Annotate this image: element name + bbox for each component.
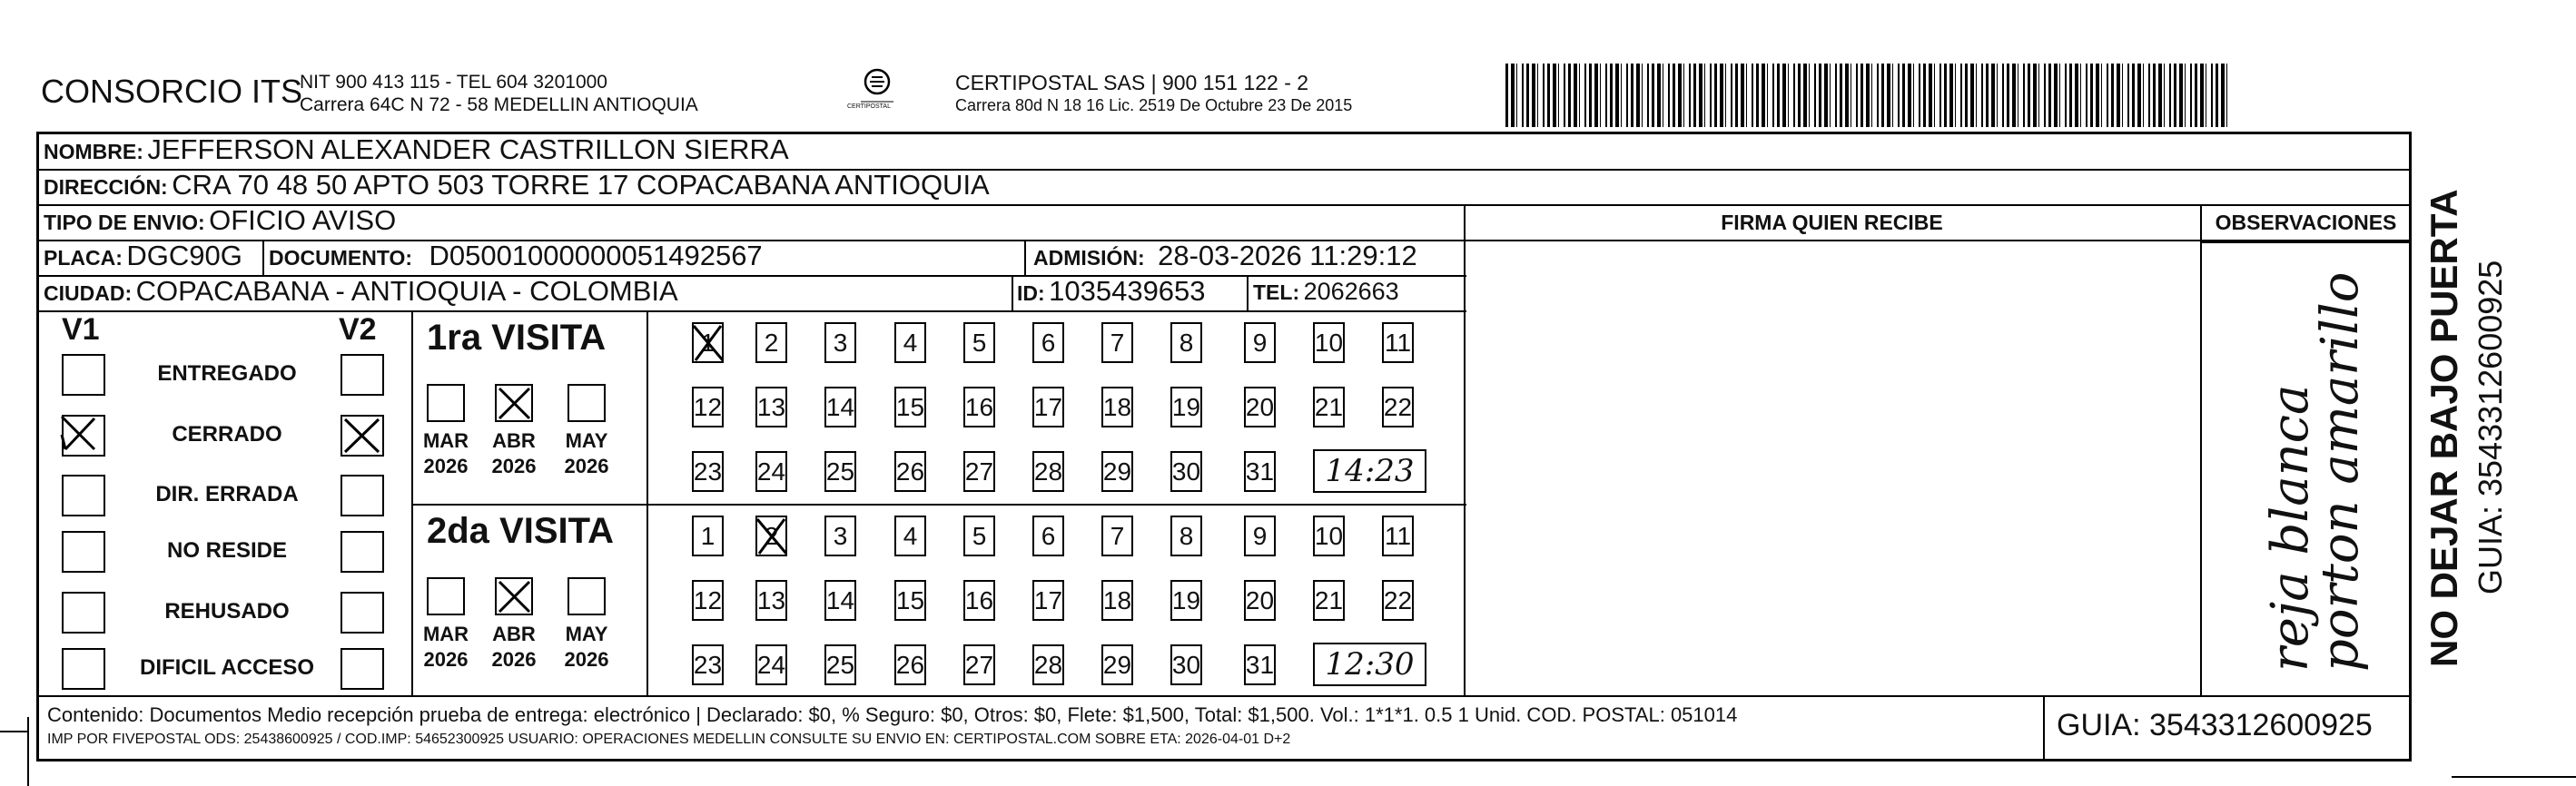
side-guia: GUIA: 3543312600925 — [2472, 260, 2509, 594]
day-number: 25 — [825, 457, 855, 486]
day-box[interactable] — [1170, 322, 1202, 363]
day-number: 26 — [895, 650, 925, 679]
documento-value: D05001000000051492567 — [429, 240, 763, 271]
status-label: DIR. ERRADA — [155, 482, 299, 506]
day-number: 9 — [1252, 521, 1268, 550]
month-checkbox[interactable] — [495, 577, 533, 615]
day-number: 8 — [1179, 521, 1194, 550]
admision-label: ADMISIÓN: — [1033, 246, 1145, 270]
day-number: 29 — [1102, 457, 1132, 486]
day-number: 28 — [1033, 457, 1063, 486]
day-number: 25 — [825, 650, 855, 679]
day-box[interactable] — [963, 580, 995, 621]
guia-footer: GUIA: 3543312600925 — [2057, 708, 2373, 742]
day-number: 21 — [1314, 585, 1344, 614]
imp-line: IMP POR FIVEPOSTAL ODS: 25438600925 / COD.IMP: 54652300925 USUARIO: OPERACIONES MEDELLIN CONSULTE SU ENVIO EN: CERTIPOSTAL.COM SOBRE ETA: 2026-04-01 D+2 — [47, 732, 1291, 747]
day-number: 6 — [1041, 521, 1056, 550]
day-number: 1 — [700, 328, 716, 357]
day-number: 23 — [693, 457, 723, 486]
day-box[interactable] — [755, 451, 787, 492]
day-number: 13 — [756, 585, 786, 614]
status-v1-checkbox[interactable] — [62, 354, 105, 396]
company-name: CONSORCIO ITS — [41, 73, 303, 110]
v1-label: V1 — [62, 312, 100, 347]
day-number: 4 — [903, 521, 918, 550]
day-box[interactable] — [1032, 387, 1064, 427]
month-label — [416, 428, 476, 479]
day-box[interactable] — [1244, 516, 1276, 556]
status-v2-checkbox[interactable] — [341, 592, 384, 634]
barcode — [1505, 64, 2232, 127]
visit-time-field[interactable]: 14:23 — [1313, 449, 1426, 493]
day-number: 20 — [1245, 392, 1275, 421]
day-number: 27 — [964, 650, 994, 679]
day-box[interactable] — [1170, 387, 1202, 427]
day-box[interactable] — [894, 451, 926, 492]
ciudad-row — [44, 275, 678, 308]
day-number: 16 — [964, 585, 994, 614]
day-number: 4 — [903, 328, 918, 357]
day-box[interactable] — [755, 516, 787, 556]
nombre-row — [44, 133, 789, 166]
placa-value: DGC90G — [126, 240, 242, 271]
nit-line: NIT 900 413 115 - TEL 604 3201000 — [300, 72, 607, 93]
firma-label: FIRMA QUIEN RECIBE — [1721, 211, 1943, 234]
month-label — [416, 622, 476, 673]
status-v2-checkbox[interactable] — [341, 354, 384, 396]
day-number: 21 — [1314, 392, 1344, 421]
day-box[interactable] — [1313, 387, 1345, 427]
month-name: ABR — [492, 623, 536, 645]
day-number: 6 — [1041, 328, 1056, 357]
day-number: 19 — [1171, 392, 1201, 421]
id-field — [1017, 275, 1206, 308]
placa-field — [44, 240, 242, 272]
day-number: 5 — [972, 521, 987, 550]
tipo-row — [44, 204, 396, 237]
tel-value: 2062663 — [1303, 278, 1399, 305]
day-box[interactable] — [894, 644, 926, 685]
day-box[interactable] — [894, 580, 926, 621]
day-box[interactable] — [1101, 322, 1133, 363]
month-name: ABR — [492, 429, 536, 452]
direccion-label: DIRECCIÓN: — [44, 175, 168, 199]
month-name: MAR — [422, 623, 469, 645]
logo-caption: CERTIPOSTAL — [847, 103, 891, 110]
month-year: 2026 — [564, 648, 609, 671]
month-year: 2026 — [423, 455, 469, 477]
day-box[interactable] — [963, 322, 995, 363]
status-v1-checkbox[interactable] — [62, 415, 105, 457]
day-box[interactable] — [1170, 580, 1202, 621]
day-number: 1 — [700, 521, 716, 550]
day-box[interactable] — [963, 451, 995, 492]
month-name: MAY — [565, 429, 608, 452]
day-box[interactable] — [1101, 451, 1133, 492]
day-number: 15 — [895, 585, 925, 614]
month-label — [557, 622, 617, 673]
company-contact — [300, 71, 698, 116]
status-label: ENTREGADO — [157, 361, 297, 386]
day-box[interactable] — [755, 644, 787, 685]
day-box[interactable] — [1032, 644, 1064, 685]
day-number: 28 — [1033, 650, 1063, 679]
day-number: 30 — [1171, 457, 1201, 486]
day-box[interactable] — [1244, 580, 1276, 621]
day-number: 12 — [693, 585, 723, 614]
month-year: 2026 — [491, 455, 537, 477]
tipo-value: OFICIO AVISO — [209, 204, 397, 236]
day-number: 5 — [972, 328, 987, 357]
month-year: 2026 — [564, 455, 609, 477]
day-box[interactable] — [692, 516, 724, 556]
day-box[interactable] — [1032, 451, 1064, 492]
day-box[interactable] — [692, 580, 724, 621]
day-number: 17 — [1033, 585, 1063, 614]
day-box[interactable] — [963, 387, 995, 427]
day-number: 30 — [1171, 650, 1201, 679]
day-box[interactable] — [1244, 322, 1276, 363]
day-box[interactable] — [963, 516, 995, 556]
v2-label: V2 — [339, 312, 377, 347]
day-number: 31 — [1245, 650, 1275, 679]
day-box[interactable] — [755, 322, 787, 363]
month-name: MAY — [565, 623, 608, 645]
day-number: 2 — [764, 521, 779, 550]
tel-label: TEL: — [1253, 280, 1300, 304]
day-box[interactable] — [1382, 580, 1414, 621]
status-v1-checkbox[interactable] — [62, 648, 105, 690]
day-box[interactable] — [1313, 516, 1345, 556]
day-number: 9 — [1252, 328, 1268, 357]
status-label: DIFICIL ACCESO — [139, 655, 314, 680]
day-number: 27 — [964, 457, 994, 486]
observacion-line-2: porton amarillo — [2311, 271, 2370, 672]
day-number: 18 — [1102, 585, 1132, 614]
month-label — [484, 622, 544, 673]
day-box[interactable] — [692, 322, 724, 363]
day-number: 11 — [1384, 521, 1412, 550]
direccion-row — [44, 169, 990, 201]
day-box[interactable] — [1032, 516, 1064, 556]
day-box[interactable] — [1101, 580, 1133, 621]
observacion-line-1: reja blanca — [2261, 384, 2320, 672]
day-number: 23 — [693, 650, 723, 679]
month-label — [484, 428, 544, 479]
day-box[interactable] — [1382, 516, 1414, 556]
day-box[interactable] — [963, 644, 995, 685]
day-number: 20 — [1245, 585, 1275, 614]
month-name: MAR — [422, 429, 469, 452]
margin-mark-vertical — [27, 717, 29, 786]
no-dejar-bajo-puerta: NO DEJAR BAJO PUERTA — [2423, 189, 2465, 667]
tel-field — [1253, 278, 1399, 306]
day-number: 26 — [895, 457, 925, 486]
documento-label: DOCUMENTO: — [269, 246, 413, 270]
day-number: 3 — [833, 328, 848, 357]
tipo-label: TIPO DE ENVIO: — [44, 211, 205, 234]
day-number: 14 — [825, 392, 855, 421]
day-number: 3 — [833, 521, 848, 550]
day-box[interactable] — [824, 580, 856, 621]
day-number: 22 — [1383, 585, 1413, 614]
month-checkbox[interactable] — [568, 384, 606, 422]
edge-line — [2452, 776, 2576, 778]
certipostal-line: CERTIPOSTAL SAS | 900 151 122 - 2 — [955, 71, 1309, 94]
day-number: 31 — [1245, 457, 1275, 486]
day-number: 29 — [1102, 650, 1132, 679]
admision-field — [1033, 240, 1417, 272]
day-number: 12 — [693, 392, 723, 421]
day-box[interactable] — [1313, 322, 1345, 363]
day-number: 11 — [1384, 328, 1412, 357]
month-year: 2026 — [423, 648, 469, 671]
month-checkbox[interactable] — [427, 384, 465, 422]
day-box[interactable] — [692, 387, 724, 427]
ciudad-label: CIUDAD: — [44, 281, 133, 305]
day-box[interactable] — [824, 644, 856, 685]
day-box[interactable] — [1170, 451, 1202, 492]
day-box[interactable] — [692, 451, 724, 492]
day-box[interactable] — [824, 322, 856, 363]
day-number: 17 — [1033, 392, 1063, 421]
id-label: ID: — [1017, 281, 1045, 305]
day-number: 8 — [1179, 328, 1194, 357]
day-box[interactable] — [824, 387, 856, 427]
ciudad-value: COPACABANA - ANTIOQUIA - COLOMBIA — [135, 275, 678, 307]
visit-time-field[interactable]: 12:30 — [1313, 643, 1426, 686]
month-checkbox[interactable] — [427, 577, 465, 615]
day-number: 10 — [1314, 521, 1344, 550]
day-box[interactable] — [894, 516, 926, 556]
certipostal-address: Carrera 80d N 18 16 Lic. 2519 De Octubre 23 De 2015 — [955, 96, 1353, 114]
day-number: 15 — [895, 392, 925, 421]
day-number: 7 — [1110, 521, 1125, 550]
id-value: 1035439653 — [1049, 275, 1206, 307]
day-number: 7 — [1110, 328, 1125, 357]
day-number: 24 — [756, 457, 786, 486]
visit-title: 2da VISITA — [427, 511, 614, 551]
day-number: 13 — [756, 392, 786, 421]
status-v1-checkbox[interactable] — [62, 475, 105, 516]
documento-field — [269, 240, 763, 272]
day-box[interactable] — [1382, 322, 1414, 363]
day-box[interactable] — [824, 451, 856, 492]
status-label: REHUSADO — [164, 599, 290, 624]
day-box[interactable] — [1244, 644, 1276, 685]
observaciones-label: OBSERVACIONES — [2215, 211, 2397, 234]
status-label: NO RESIDE — [166, 538, 288, 563]
status-v2-checkbox[interactable] — [341, 475, 384, 516]
month-checkbox[interactable] — [495, 384, 533, 422]
contenido-line: Contenido: Documentos Medio recepción prueba de entrega: electrónico | Declarado: $0, % Seguro: $0, Otros: $0, Flete: $1,500, Total: $1,500. Vol.: 1*1*1. 0.5 1 Unid. COD. POSTAL: 051014 — [47, 703, 1738, 726]
day-number: 22 — [1383, 392, 1413, 421]
status-v2-checkbox[interactable] — [341, 415, 384, 457]
day-number: 14 — [825, 585, 855, 614]
company-address: Carrera 64C N 72 - 58 MEDELLIN ANTIOQUIA — [300, 94, 698, 115]
status-v2-checkbox[interactable] — [341, 648, 384, 690]
day-box[interactable] — [755, 580, 787, 621]
admision-value: 28-03-2026 11:29:12 — [1158, 240, 1417, 271]
visit-title: 1ra VISITA — [427, 318, 607, 358]
day-number: 10 — [1314, 328, 1344, 357]
status-v2-checkbox[interactable] — [341, 531, 384, 573]
nombre-label: NOMBRE: — [44, 140, 143, 163]
day-box[interactable] — [894, 322, 926, 363]
day-box[interactable] — [1313, 580, 1345, 621]
day-number: 24 — [756, 650, 786, 679]
day-box[interactable] — [1101, 387, 1133, 427]
status-v1-checkbox[interactable] — [62, 592, 105, 634]
day-box[interactable] — [755, 387, 787, 427]
day-box[interactable] — [1101, 644, 1133, 685]
direccion-value: CRA 70 48 50 APTO 503 TORRE 17 COPACABANA ANTIOQUIA — [172, 169, 990, 201]
day-box[interactable] — [692, 644, 724, 685]
day-number: 18 — [1102, 392, 1132, 421]
day-box[interactable] — [1244, 387, 1276, 427]
certipostal-info — [955, 71, 1352, 115]
day-box[interactable] — [1170, 516, 1202, 556]
firma-area[interactable] — [1466, 241, 2199, 694]
day-number: 2 — [764, 328, 779, 357]
placa-label: PLACA: — [44, 246, 123, 270]
nombre-value: JEFFERSON ALEXANDER CASTRILLON SIERRA — [147, 133, 789, 165]
status-label: CERRADO — [172, 422, 282, 447]
day-box[interactable] — [1032, 322, 1064, 363]
day-box[interactable] — [1101, 516, 1133, 556]
margin-mark — [0, 731, 27, 732]
month-label — [557, 428, 617, 479]
day-box[interactable] — [1170, 644, 1202, 685]
day-number: 16 — [964, 392, 994, 421]
day-box[interactable] — [1244, 451, 1276, 492]
month-year: 2026 — [491, 648, 537, 671]
day-box[interactable] — [1032, 580, 1064, 621]
month-checkbox[interactable] — [568, 577, 606, 615]
status-v1-checkbox[interactable] — [62, 531, 105, 573]
day-box[interactable] — [894, 387, 926, 427]
day-box[interactable] — [824, 516, 856, 556]
day-number: 19 — [1171, 585, 1201, 614]
day-box[interactable] — [1382, 387, 1414, 427]
